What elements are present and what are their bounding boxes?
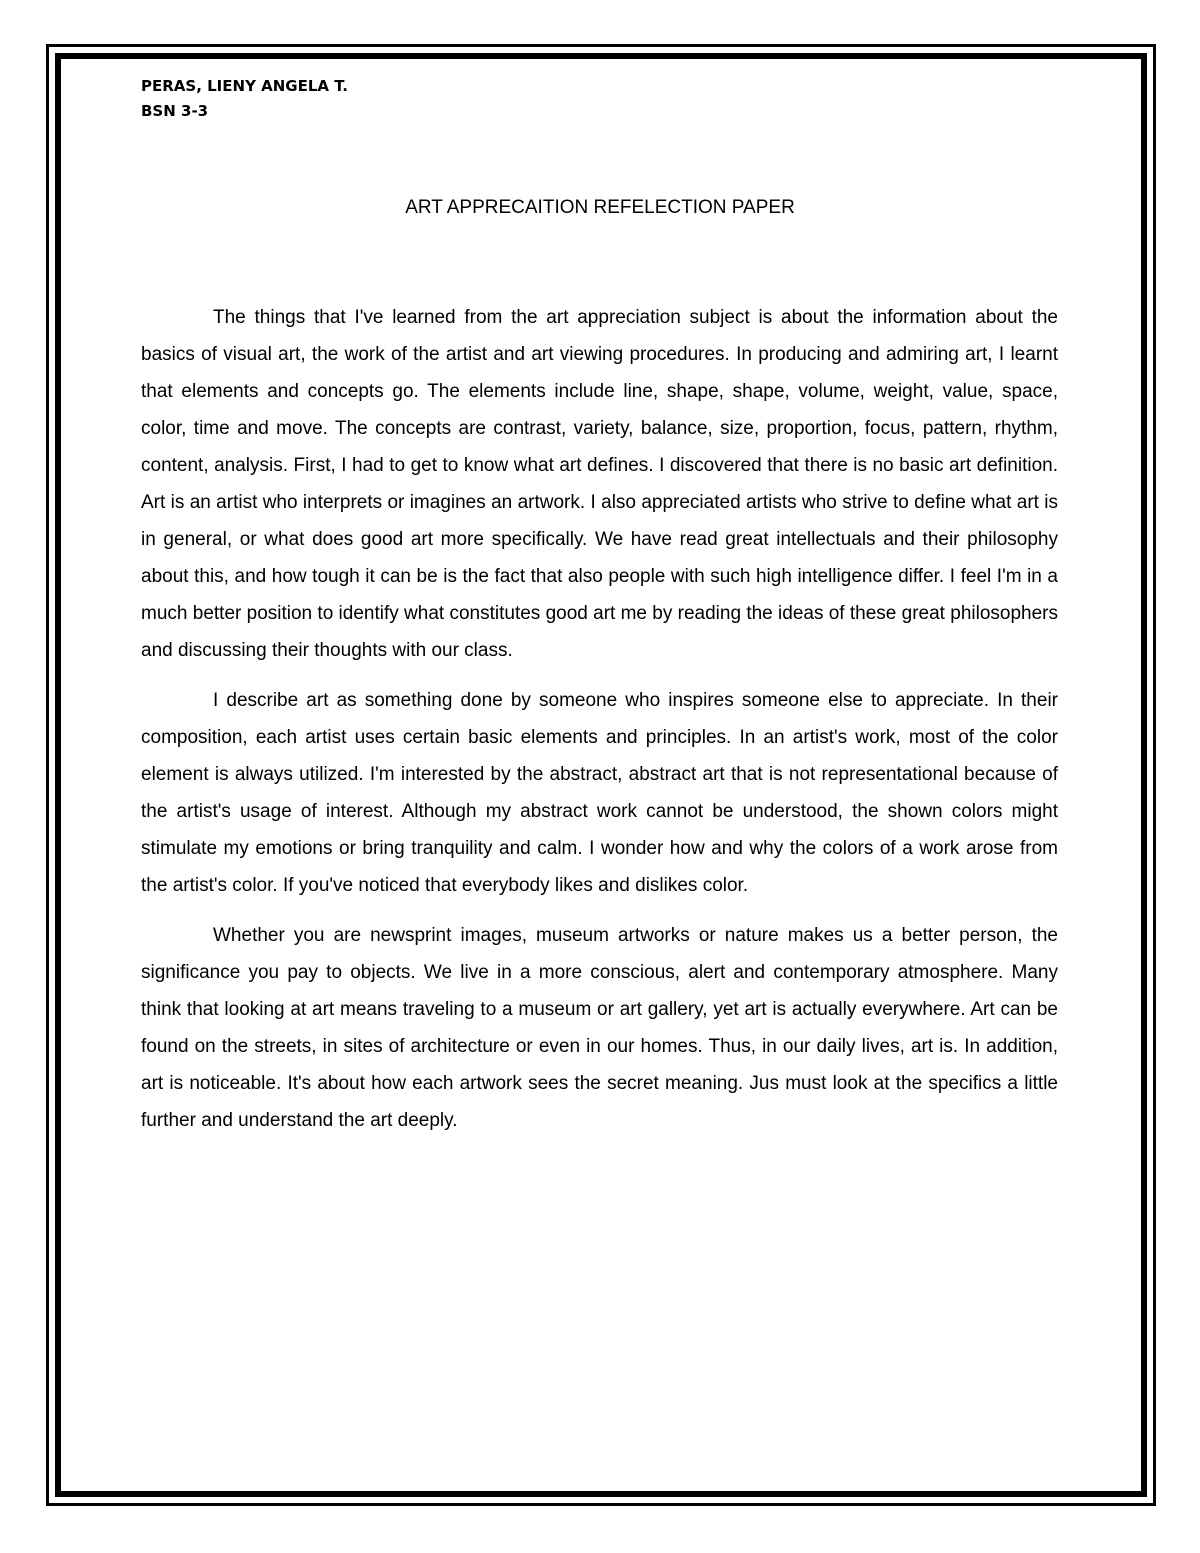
author-section: BSN 3-3 bbox=[141, 102, 209, 120]
document-title: ART APPRECAITION REFELECTION PAPER bbox=[405, 197, 795, 218]
author-header bbox=[141, 74, 348, 124]
author-name: PERAS, LIENY ANGELA T. bbox=[141, 77, 348, 95]
paragraph-1: The things that I've learned from the art appreciation subject is about the information about the basics of visual art, the work of the artist and art viewing procedures. In producing and admiring art, I learnt that elements and concepts go. The elements include line, shape, shape, volume, weight, value, space, color, time and move. The concepts are contrast, variety, balance, size, proportion, focus, pattern, rhythm, content, analysis. First, I had to get to know what art defines. I discovered that there is no basic art definition. Art is an artist who interprets or imagines an artwork. I also appreciated artists who strive to define what art is in general, or what does good art more specifically. We have read great intellectuals and their philosophy about this, and how tough it can be is the fact that also people with such high intelligence differ. I feel I'm in a much better position to identify what constitutes good art me by reading the ideas of these great philosophers and discussing their thoughts with our class. bbox=[141, 307, 1058, 661]
paragraph-3: Whether you are newsprint images, museum artworks or nature makes us a better person, the significance you pay to objects. We live in a more conscious, alert and contemporary atmosphere. Many think that looking at art means traveling to a museum or art gallery, yet art is actually everywhere. Art can be found on the streets, in sites of architecture or even in our homes. Thus, in our daily lives, art is. In addition, art is noticeable. It's about how each artwork sees the secret meaning. Jus must look at the specifics a little further and understand the art deeply. bbox=[141, 925, 1058, 1131]
paragraph-2: I describe art as something done by someone who inspires someone else to appreciate. In their composition, each artist uses certain basic elements and principles. In an artist's work, most of the color element is always utilized. I'm interested by the abstract, abstract art that is not representational because of the artist's usage of interest. Although my abstract work cannot be understood, the shown colors might stimulate my emotions or bring tranquility and calm. I wonder how and why the colors of a work arose from the artist's color. If you've noticed that everybody likes and dislikes color. bbox=[141, 690, 1058, 896]
document-body bbox=[141, 299, 1058, 1152]
